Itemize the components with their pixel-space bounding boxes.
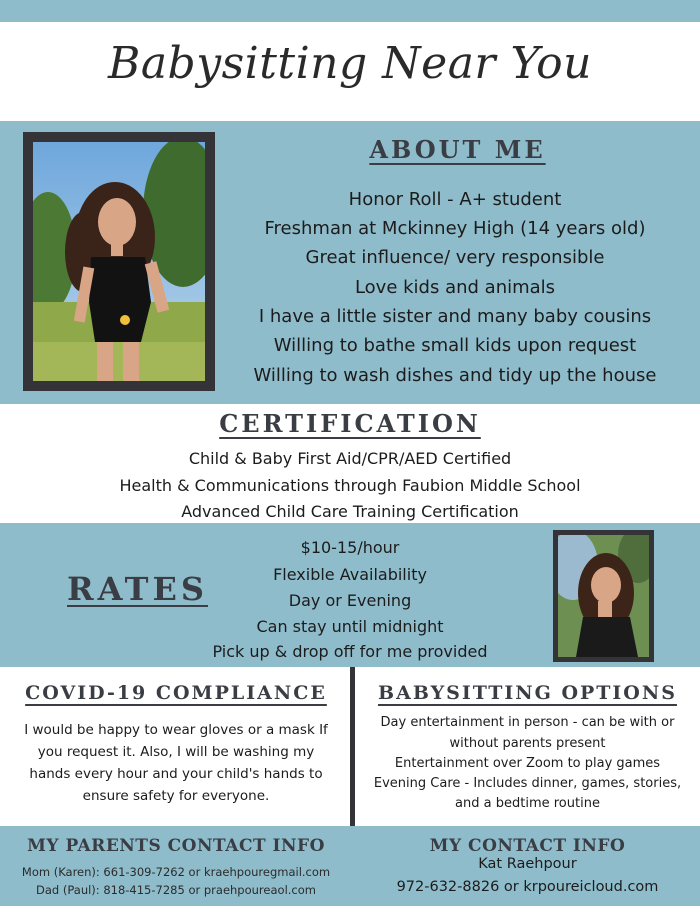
about-item: Honor Roll - A+ student	[348, 189, 562, 210]
parents-contact-line: Mom (Karen): 661-309-7262 or kraehpouregmail.com	[21, 865, 331, 879]
secondary-photo	[558, 535, 649, 657]
covid-text-line: ensure safety for everyone.	[82, 788, 270, 804]
rates-heading: RATES	[67, 570, 208, 608]
parents-contact-line: Dad (Paul): 818-415-7285 or praehpoureaol.com	[36, 883, 316, 897]
options-heading: BABYSITTING OPTIONS	[378, 682, 677, 704]
profile-photo	[33, 142, 205, 381]
about-item: Willing to wash dishes and tidy up the house	[253, 365, 657, 386]
covid-text-line: I would be happy to wear gloves or a mask If	[24, 722, 328, 738]
rates-item: $10-15/hour	[300, 538, 400, 557]
certification-item: Child & Baby First Aid/CPR/AED Certified	[188, 449, 512, 468]
about-item: Freshman at Mckinney High (14 years old)	[264, 218, 646, 239]
my-contact-name: Kat Raehpour	[478, 856, 577, 872]
options-text-line: Evening Care - Includes dinner, games, stories,	[373, 776, 682, 791]
about-item: Love kids and animals	[354, 277, 556, 298]
rates-item: Can stay until midnight	[256, 617, 444, 636]
covid-text-line: hands every hour and your child's hands to	[29, 766, 323, 782]
my-contact-heading: MY CONTACT INFO	[429, 836, 626, 856]
options-text-line: without parents present	[449, 736, 606, 751]
parents-contact-heading: MY PARENTS CONTACT INFO	[27, 836, 325, 856]
about-item: I have a little sister and many baby cousins	[258, 306, 652, 327]
rates-item: Pick up & drop off for me provided	[212, 642, 488, 661]
rates-item: Flexible Availability	[273, 565, 427, 584]
covid-text-line: you request it. Also, I will be washing my	[37, 744, 315, 760]
covid-heading: COVID-19 COMPLIANCE	[25, 682, 327, 704]
about-item: Great influence/ very responsible	[305, 247, 605, 268]
my-contact-details: 972-632-8826 or krpoureicloud.com	[396, 879, 659, 895]
profile-photo-frame	[23, 132, 215, 391]
about-heading: ABOUT ME	[369, 135, 546, 164]
options-text-line: and a bedtime routine	[455, 796, 600, 811]
rates-item: Day or Evening	[288, 591, 412, 610]
options-text-line: Day entertainment in person - can be with or	[380, 715, 675, 730]
options-text-line: Entertainment over Zoom to play games	[394, 756, 661, 771]
certification-item: Advanced Child Care Training Certification	[181, 502, 519, 521]
certification-item: Health & Communications through Faubion Middle School	[119, 476, 581, 495]
page-title: Babysitting Near You	[107, 38, 592, 89]
about-item: Willing to bathe small kids upon request	[273, 335, 637, 356]
certification-heading: CERTIFICATION	[219, 409, 481, 438]
top-band	[0, 0, 700, 22]
secondary-photo-frame	[553, 530, 654, 662]
